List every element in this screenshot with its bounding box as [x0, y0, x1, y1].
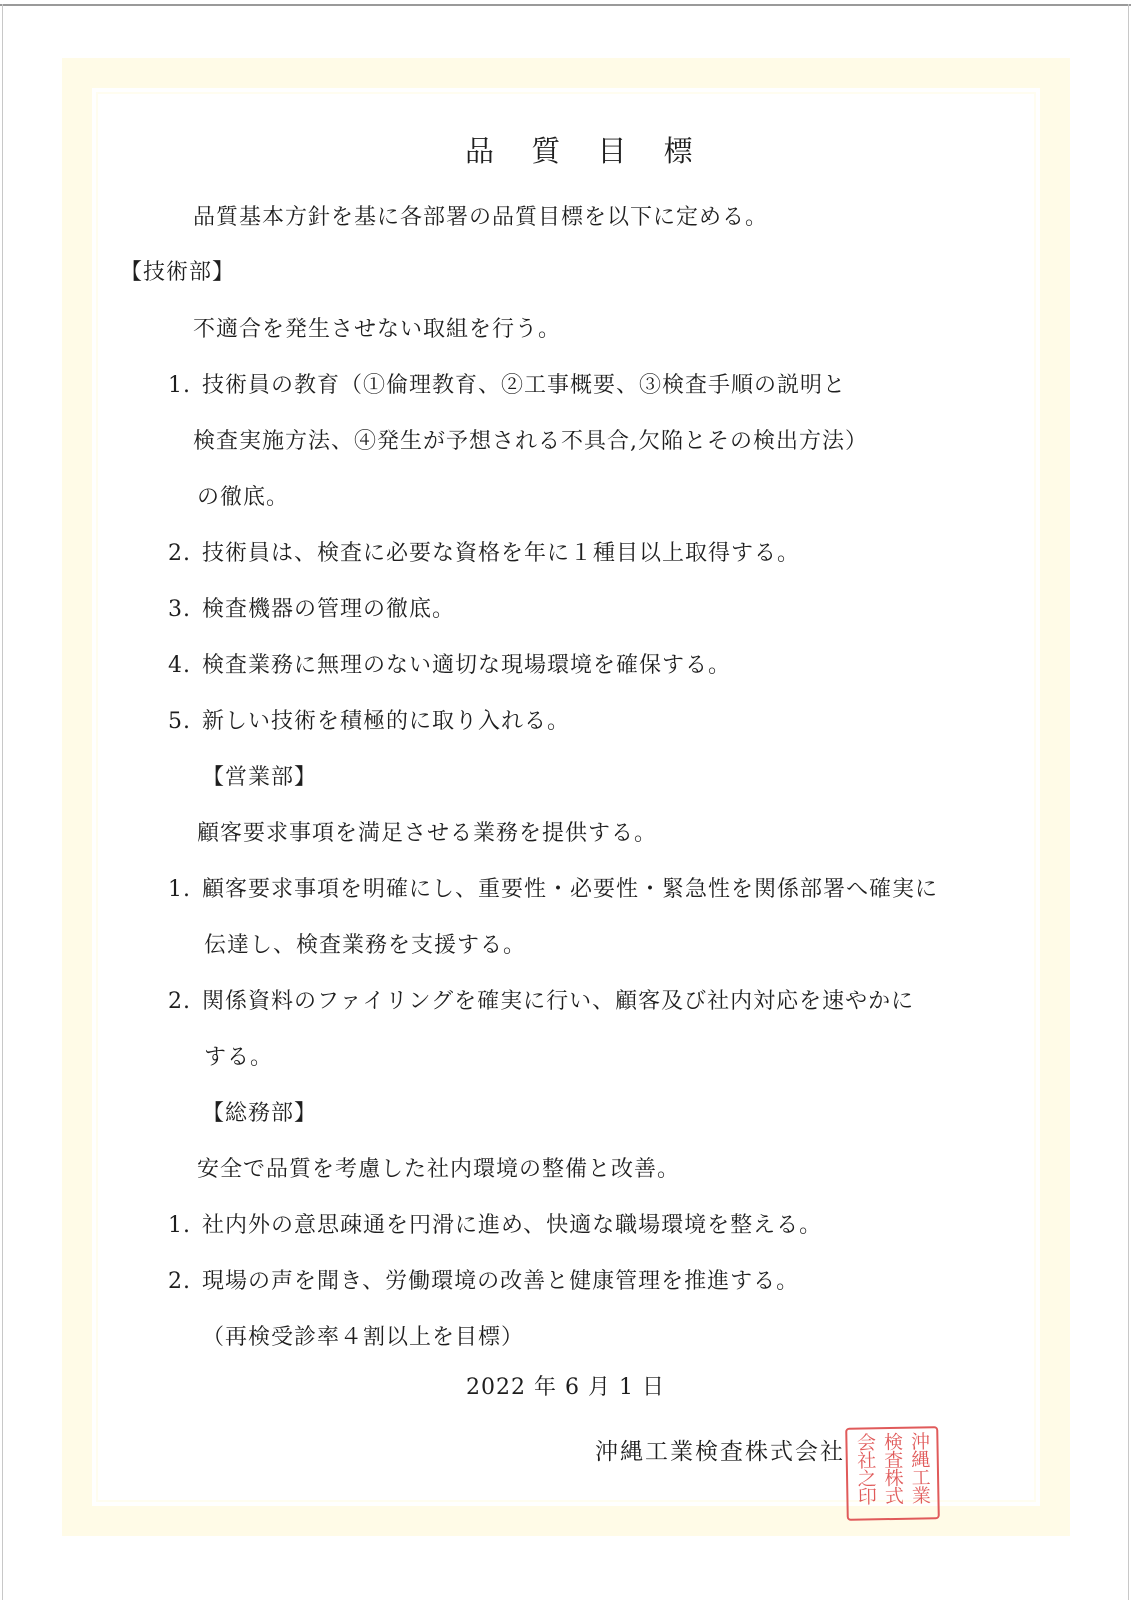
list-item [168, 371, 846, 401]
sales-heading: 【営業部】 [202, 765, 318, 790]
item-text: 関係資料のファイリングを確実に行い、顧客及び社内対応を速やかに [202, 989, 915, 1014]
list-item [168, 875, 938, 905]
item-text: 検査機器の管理の徹底。 [202, 597, 456, 622]
item-text: 現場の声を聞き、労働環境の改善と健康管理を推進する。 [202, 1269, 800, 1294]
scan-edge-left [2, 4, 3, 1600]
list-item [168, 707, 570, 737]
list-item [168, 539, 800, 569]
scan-edge-top [0, 4, 1131, 6]
item-text: 技術員の教育（①倫理教育、②工事概要、③検査手順の説明と [202, 373, 847, 398]
list-item [168, 1211, 822, 1241]
item-text-continued: 伝達し、検査業務を支援する。 [204, 933, 527, 958]
issue-date: 2022 年 6 月 1 日 [466, 1375, 665, 1400]
general-heading: 【総務部】 [202, 1101, 318, 1126]
sales-goal: 顧客要求事項を満足させる業務を提供する。 [197, 821, 658, 846]
item-text: 検査業務に無理のない適切な現場環境を確保する。 [202, 653, 732, 678]
tech-goal: 不適合を発生させない取組を行う。 [193, 317, 562, 342]
item-number: 1. [168, 877, 191, 902]
item-number: 1. [168, 1213, 191, 1238]
list-item [168, 651, 731, 681]
item-number: 2. [168, 1269, 191, 1294]
item-number: 1. [168, 373, 191, 398]
list-item [168, 1267, 799, 1297]
item-text-continued: の徹底。 [197, 485, 290, 510]
tech-heading: 【技術部】 [120, 260, 236, 285]
item-number: 2. [168, 989, 191, 1014]
item-text: 顧客要求事項を明確にし、重要性・必要性・緊急性を関係部署へ確実に [202, 877, 939, 902]
intro-text: 品質基本方針を基に各部署の品質目標を以下に定める。 [193, 205, 769, 230]
item-number: 2. [168, 541, 191, 566]
item-text-continued: する。 [204, 1045, 274, 1070]
list-item [168, 987, 914, 1017]
company-seal-stamp: 沖縄工業 検査株式 会社之印 [845, 1426, 940, 1521]
scan-edge-right [1128, 4, 1129, 1600]
general-note: （再検受診率４割以上を目標） [202, 1325, 525, 1350]
list-item [168, 595, 455, 625]
item-text: 新しい技術を積極的に取り入れる。 [202, 709, 571, 734]
company-name: 沖縄工業検査株式会社 [595, 1439, 845, 1465]
item-number: 5. [168, 709, 191, 734]
page-title: 品 質 目 標 [465, 134, 707, 168]
item-number: 4. [168, 653, 191, 678]
item-text: 技術員は、検査に必要な資格を年に１種目以上取得する。 [202, 541, 801, 566]
item-number: 3. [168, 597, 191, 622]
item-text: 社内外の意思疎通を円滑に進め、快適な職場環境を整える。 [202, 1213, 823, 1238]
general-goal: 安全で品質を考慮した社内環境の整備と改善。 [197, 1157, 681, 1182]
item-text-continued: 検査実施方法、④発生が予想される不具合,欠陥とその検出方法） [193, 429, 868, 454]
